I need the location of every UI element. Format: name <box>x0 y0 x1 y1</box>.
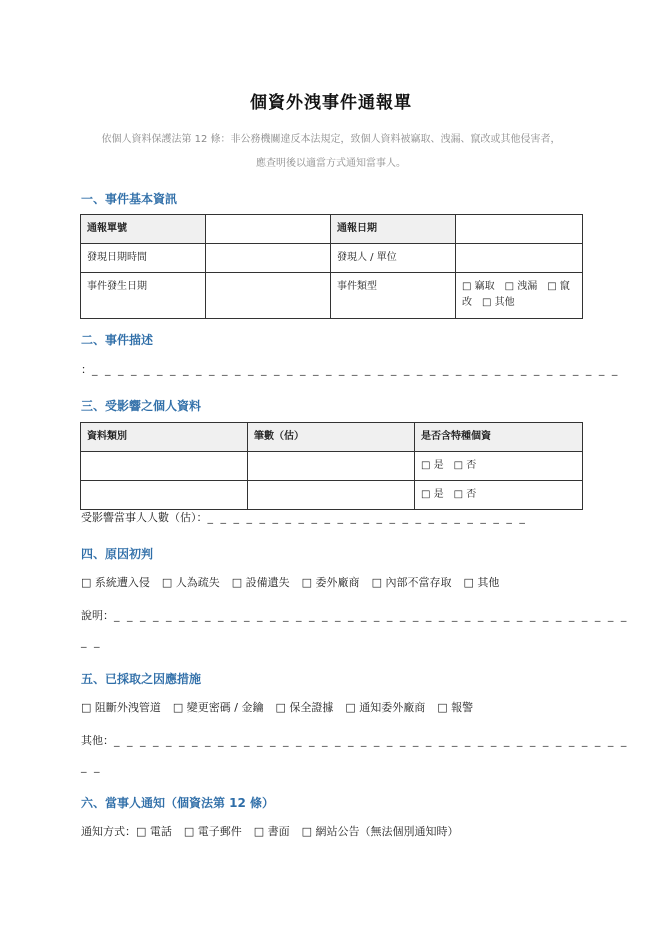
affected-count-line[interactable] <box>81 509 527 525</box>
measure-other-line[interactable] <box>81 732 628 748</box>
notify-option[interactable]: □ 網站公告（無法個別通知時） <box>301 825 459 838</box>
notify-method-line <box>81 823 471 839</box>
cause-option[interactable]: □ 內部不當存取 <box>371 576 452 589</box>
discoverer-field[interactable] <box>456 244 583 273</box>
record-count-field[interactable] <box>248 452 415 481</box>
record-count-field[interactable] <box>248 481 415 510</box>
data-category-field[interactable] <box>81 452 248 481</box>
measure-option[interactable]: □ 保全證據 <box>275 701 334 714</box>
table-row <box>81 481 583 510</box>
table-row <box>81 215 583 244</box>
affected-count-label: 受影響當事人人數（估）： <box>81 511 208 524</box>
cause-option[interactable]: □ 其他 <box>463 576 500 589</box>
intro-line-2: 應查明後以適當方式通知當事人。 <box>256 158 406 169</box>
sensitive-yesno[interactable]: □ 是 □ 否 <box>415 481 583 510</box>
discovery-datetime-label: 發現日期時間 <box>81 244 206 273</box>
table-row <box>81 423 583 452</box>
measure-option[interactable]: □ 通知委外廠商 <box>345 701 426 714</box>
discoverer-label: 發現人 / 單位 <box>331 244 456 273</box>
description-blank: _ _ _ _ _ _ _ _ _ _ _ _ _ _ _ _ _ _ _ _ _ _ _ _ _ _ _ _ _ _ _ _ _ _ _ _ _ _ _ _ _ <box>92 363 620 376</box>
notify-option[interactable]: □ 書面 <box>253 825 290 838</box>
measure-option[interactable]: □ 變更密碼 / 金鑰 <box>172 701 264 714</box>
cause-option[interactable]: □ 人為疏失 <box>161 576 220 589</box>
section-5-heading: 五、已採取之因應措施 <box>81 672 202 686</box>
table-row <box>81 273 583 319</box>
table-row <box>81 244 583 273</box>
measure-other-continuation[interactable] <box>81 760 102 773</box>
section-2-heading: 二、事件描述 <box>81 333 154 347</box>
incident-type-label: 事件類型 <box>331 273 456 319</box>
intro-text <box>70 128 592 176</box>
notify-method-label: 通知方式： <box>81 825 136 838</box>
sensitive-data-header: 是否含特種個資 <box>415 423 583 452</box>
measure-option[interactable]: □ 阻斷外洩管道 <box>81 701 161 714</box>
incident-type-line-1: □ 竊取 □ 洩漏 □ 竄 <box>462 281 570 292</box>
report-no-field[interactable] <box>206 215 331 244</box>
cause-note-line[interactable] <box>81 607 628 623</box>
cause-note-label: 說明： <box>81 609 114 622</box>
description-line[interactable] <box>81 361 619 377</box>
measure-other-blank-cont: _ _ <box>81 760 102 773</box>
incident-date-field[interactable] <box>206 273 331 319</box>
sensitive-yesno[interactable]: □ 是 □ 否 <box>415 452 583 481</box>
incident-date-label: 事件發生日期 <box>81 273 206 319</box>
basic-info-table <box>80 214 583 319</box>
cause-option[interactable]: □ 委外廠商 <box>301 576 360 589</box>
section-6-heading: 六、當事人通知（個資法第 12 條） <box>81 796 275 810</box>
cause-note-continuation[interactable] <box>81 635 102 648</box>
incident-type-options[interactable] <box>456 273 583 319</box>
affected-count-blank: _ _ _ _ _ _ _ _ _ _ _ _ _ _ _ _ _ _ _ _ _ _ _ _ _ <box>207 511 527 524</box>
cause-option[interactable]: □ 設備遺失 <box>231 576 290 589</box>
page-title: 個資外洩事件通報單 <box>250 93 412 113</box>
section-4-heading: 四、原因初判 <box>81 547 154 561</box>
cause-note-blank-cont: _ _ <box>81 635 102 648</box>
description-prefix: ： <box>81 363 92 376</box>
discovery-datetime-field[interactable] <box>206 244 331 273</box>
section-3-heading: 三、受影響之個人資料 <box>81 399 202 413</box>
cause-option[interactable]: □ 系統遭入侵 <box>81 576 150 589</box>
notify-option[interactable]: □ 電話 <box>136 825 172 838</box>
table-row <box>81 452 583 481</box>
cause-note-blank: _ _ _ _ _ _ _ _ _ _ _ _ _ _ _ _ _ _ _ _ _ _ _ _ _ _ _ _ _ _ _ _ _ _ _ _ _ _ _ _ <box>114 609 629 622</box>
section-1-heading: 一、事件基本資訊 <box>81 192 178 206</box>
data-category-header: 資料類別 <box>81 423 248 452</box>
measure-other-blank: _ _ _ _ _ _ _ _ _ _ _ _ _ _ _ _ _ _ _ _ _ _ _ _ _ _ _ _ _ _ _ _ _ _ _ _ _ _ _ _ <box>114 734 629 747</box>
record-count-header: 筆數（估） <box>248 423 415 452</box>
notify-option[interactable]: □ 電子郵件 <box>183 825 242 838</box>
data-category-field[interactable] <box>81 481 248 510</box>
report-no-label: 通報單號 <box>81 215 206 244</box>
measure-option[interactable]: □ 報警 <box>437 701 474 714</box>
report-date-label: 通報日期 <box>331 215 456 244</box>
measure-other-label: 其他： <box>81 734 114 747</box>
measure-options <box>81 699 485 715</box>
incident-type-line-2: 改 □ 其他 <box>462 297 515 308</box>
cause-options <box>81 574 511 590</box>
report-date-field[interactable] <box>456 215 583 244</box>
intro-line-1: 依個人資料保護法第 12 條：非公務機關違反本法規定，致個人資料被竊取、洩漏、竄改或其他侵害者， <box>101 134 561 145</box>
affected-data-table <box>80 422 583 510</box>
